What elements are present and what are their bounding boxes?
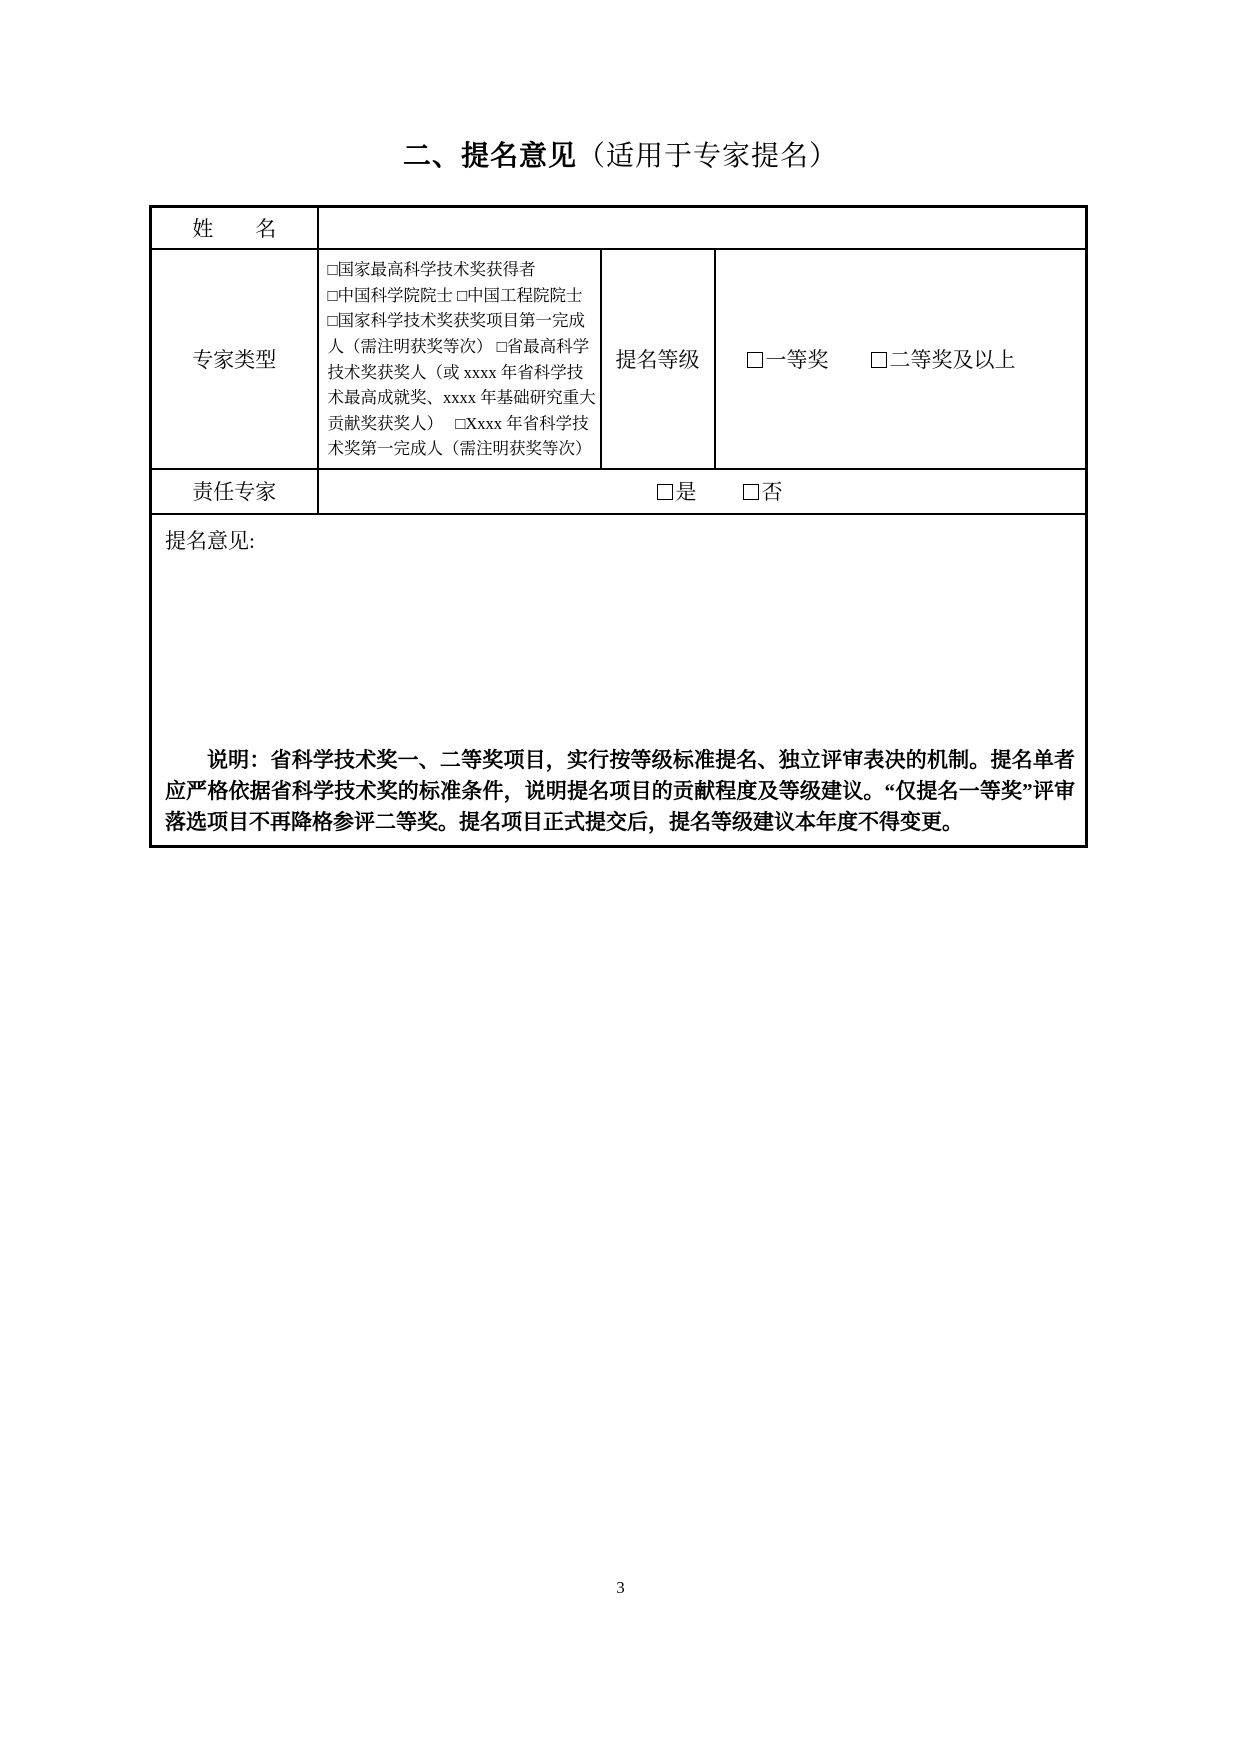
row-expert-type	[151, 249, 1087, 469]
nomination-opinion-cell	[151, 514, 1087, 847]
responsible-options-cell	[318, 469, 1087, 514]
page-number: 3	[616, 1578, 625, 1597]
expert-type-line: □国家科学技术奖获奖项目第一完成	[327, 311, 585, 331]
checkbox-icon[interactable]	[657, 484, 673, 500]
nomination-form-table	[149, 205, 1088, 848]
opinion-label: 提名意见:	[165, 529, 255, 554]
row-responsible-expert	[151, 469, 1087, 514]
responsible-option-label: 是	[675, 480, 697, 504]
expert-type-line: 贡献奖获奖人） □Xxxx 年省科学技	[327, 413, 589, 433]
responsible-option-label: 否	[761, 480, 783, 504]
note-paragraph: 说明：省科学技术奖一、二等奖项目，实行按等级标准提名、独立评审表决的机制。提名单者应严格依据省科学技术奖的标准条件，说明提名项目的贡献程度及等级建议。“仅提名一等奖”评审落选项目不再降格参评二等奖。提名项目正式提交后，提名等级建议本年度不得变更。	[165, 748, 1076, 835]
opinion-input-area[interactable]	[152, 555, 1085, 745]
name-label	[151, 207, 318, 249]
grade-option-second-prize-or-above[interactable]	[871, 344, 1016, 374]
grade-label: 提名等级	[601, 249, 715, 469]
expert-type-line: □中国科学院院士 □中国工程院院士	[327, 285, 583, 305]
grade-option-label: 二等奖及以上	[889, 347, 1016, 372]
grade-option-label: 一等奖	[765, 347, 829, 372]
page-title	[0, 134, 1241, 174]
grade-option-first-prize[interactable]	[747, 344, 829, 374]
expert-type-label: 专家类型	[151, 249, 318, 469]
checkbox-icon[interactable]	[747, 352, 763, 368]
expert-type-line: 技术奖获奖人（或 xxxx 年省科学技	[327, 362, 584, 382]
name-input-cell[interactable]	[318, 207, 1087, 249]
name-label-text: 姓 名	[192, 216, 277, 241]
expert-type-options-cell[interactable]	[318, 249, 601, 469]
responsible-option-no[interactable]	[743, 476, 783, 506]
checkbox-icon[interactable]	[871, 352, 887, 368]
responsible-option-yes[interactable]	[657, 476, 697, 506]
grade-options-cell	[715, 249, 1087, 469]
expert-type-line: 术奖第一完成人（需注明获奖等次）	[327, 439, 592, 459]
responsible-expert-label: 责任专家	[151, 469, 318, 514]
expert-type-line: 术最高成就奖、xxxx 年基础研究重大	[327, 388, 596, 408]
checkbox-icon[interactable]	[743, 484, 759, 500]
expert-type-line: 人（需注明获奖等次） □省最高科学	[327, 336, 590, 356]
row-nomination-opinion	[151, 514, 1087, 847]
page-title-main: 二、提名意见	[402, 141, 577, 172]
row-name	[151, 207, 1087, 249]
expert-type-line: □国家最高科学技术奖获得者	[327, 260, 536, 280]
page-title-sub: （适用于专家提名）	[577, 141, 839, 172]
